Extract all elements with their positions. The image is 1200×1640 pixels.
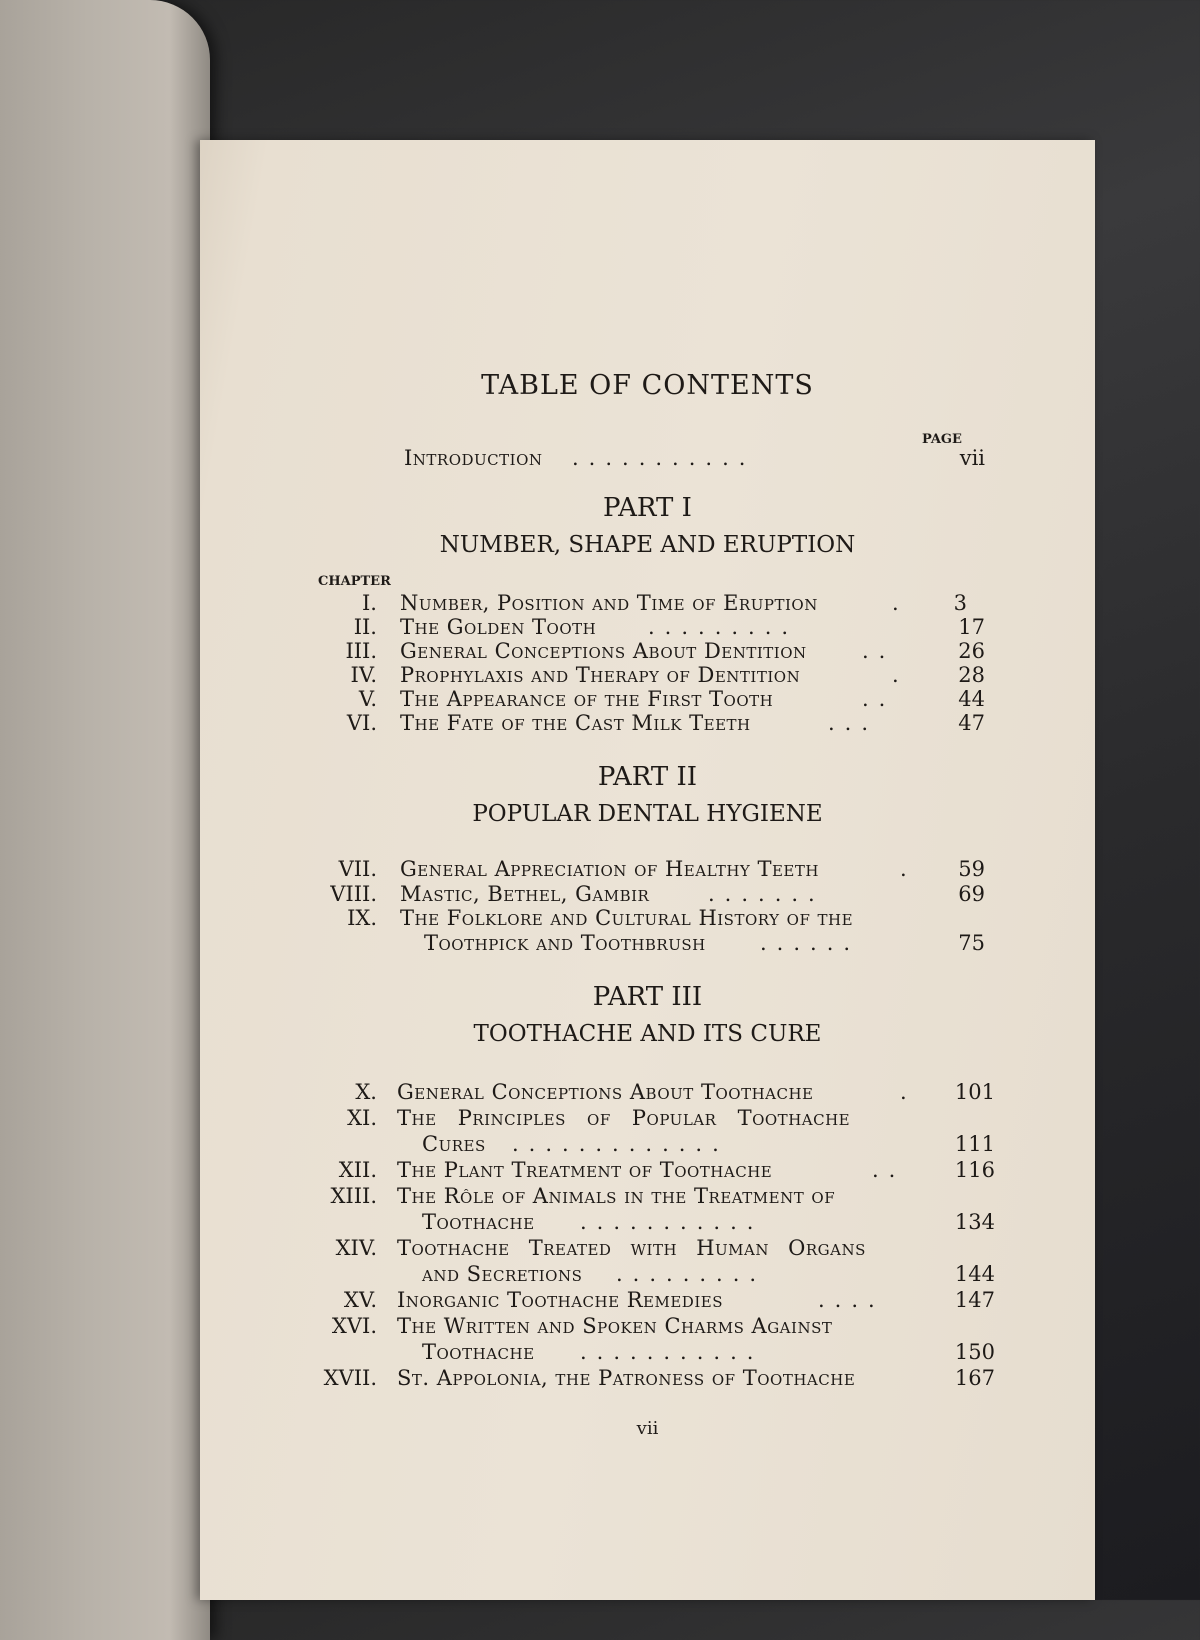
entry-page: 44: [958, 687, 985, 711]
toc-entry: [200, 1106, 1095, 1132]
entry-page: 3: [953, 591, 967, 615]
entry-number: II.: [353, 615, 377, 639]
toc-entry-introduction: [200, 446, 1095, 472]
part-heading: PART III: [592, 982, 703, 1012]
entry-page: 59: [958, 857, 985, 881]
entry-title: General Conceptions About Toothache: [397, 1080, 814, 1104]
entry-page: 150: [954, 1340, 995, 1364]
dot-leader: .: [900, 857, 917, 881]
toc-entry: [200, 1080, 1095, 1106]
entry-title: The Appearance of the First Tooth: [400, 687, 774, 711]
entry-page: 134: [954, 1210, 995, 1234]
toc-entry: [200, 857, 1095, 883]
entry-title: Introduction: [404, 446, 543, 470]
entry-page: 17: [958, 615, 985, 639]
dot-leader: ..: [872, 1158, 906, 1182]
entry-number: XIV.: [335, 1236, 377, 1260]
entry-title: Prophylaxis and Therapy of Dentition: [400, 663, 801, 687]
part-subtitle: NUMBER, SHAPE AND ERUPTION: [439, 532, 856, 558]
dot-leader: ..: [862, 639, 896, 663]
page-column-header: PAGE: [922, 432, 962, 447]
dot-leader: .: [892, 591, 909, 615]
entry-number: X.: [355, 1080, 377, 1104]
entry-title: The Rôle of Animals in the Treatment of: [397, 1184, 836, 1208]
entry-number: III.: [345, 639, 377, 663]
toc-entry: [200, 1288, 1095, 1314]
toc-entry: [200, 882, 1095, 908]
entry-page: 147: [954, 1288, 995, 1312]
entry-page: vii: [959, 446, 985, 470]
toc-entry: [200, 591, 1095, 617]
toc-entry: [200, 663, 1095, 689]
entry-number: VII.: [338, 857, 377, 881]
toc-entry: [200, 711, 1095, 737]
entry-number: VIII.: [330, 882, 377, 906]
toc-entry: [200, 1236, 1095, 1262]
entry-title: St. Appolonia, the Patroness of Toothache: [397, 1366, 856, 1390]
entry-title: The Principles of Popular Toothache: [397, 1106, 851, 1130]
entry-title: The Golden Tooth: [400, 615, 597, 639]
entry-title: Number, Position and Time of Eruption: [400, 591, 818, 615]
toc-entry: [200, 615, 1095, 641]
entry-title: The Folklore and Cultural History of the: [400, 906, 854, 930]
entry-page: 69: [958, 882, 985, 906]
chapter-column-header: CHAPTER: [318, 574, 391, 589]
toc-entry: [200, 639, 1095, 665]
toc-entry: [200, 1366, 1095, 1392]
entry-number: XVII.: [323, 1366, 377, 1390]
entry-number: IV.: [350, 663, 377, 687]
toc-entry-continued: [200, 1262, 1095, 1288]
toc-entry: [200, 687, 1095, 713]
entry-page: 167: [954, 1366, 995, 1390]
entry-number: I.: [362, 591, 377, 615]
dot-leader: .......: [708, 882, 825, 906]
book-page: [200, 140, 1095, 1600]
entry-page: 101: [954, 1080, 995, 1104]
entry-title: The Fate of the Cast Milk Teeth: [400, 711, 751, 735]
toc-entry: [200, 906, 1095, 932]
toc-entry-continued: [200, 1210, 1095, 1236]
entry-title: Toothache Treated with Human Organs: [397, 1236, 866, 1260]
toc-entry-continued: [200, 1340, 1095, 1366]
entry-number: XII.: [338, 1158, 377, 1182]
entry-title-continued: Cures: [422, 1132, 486, 1156]
entry-number: XVI.: [331, 1314, 377, 1338]
toc-entry: [200, 1314, 1095, 1340]
entry-number: XI.: [347, 1106, 377, 1130]
entry-title-continued: Toothache: [422, 1210, 535, 1234]
entry-number: V.: [358, 687, 377, 711]
page-title: TABLE OF CONTENTS: [481, 370, 814, 401]
toc-entry-continued: [200, 1132, 1095, 1158]
toc-entry-continued: [200, 931, 1095, 957]
entry-title: Inorganic Toothache Remedies: [397, 1288, 723, 1312]
entry-title: The Written and Spoken Charms Against: [397, 1314, 833, 1338]
entry-title: The Plant Treatment of Toothache: [397, 1158, 773, 1182]
dot-leader: ..: [862, 687, 896, 711]
part-subtitle: TOOTHACHE AND ITS CURE: [473, 1021, 822, 1047]
entry-page: 75: [958, 931, 985, 955]
dot-leader: .: [900, 1080, 917, 1104]
entry-number: XV.: [343, 1288, 377, 1312]
dot-leader: ...........: [580, 1340, 764, 1364]
entry-number: IX.: [347, 906, 377, 930]
entry-title-continued: and Secretions: [422, 1262, 583, 1286]
dot-leader: .........: [648, 615, 799, 639]
entry-page: 26: [958, 639, 985, 663]
entry-page: 144: [954, 1262, 995, 1286]
dot-leader: ...........: [580, 1210, 764, 1234]
entry-page: 47: [958, 711, 985, 735]
entry-page: 111: [954, 1132, 995, 1156]
entry-title: General Conceptions About Dentition: [400, 639, 807, 663]
dot-leader: ....: [818, 1288, 885, 1312]
entry-title-continued: Toothpick and Toothbrush: [424, 931, 706, 955]
entry-number: XIII.: [330, 1184, 377, 1208]
dot-leader: ......: [760, 931, 861, 955]
entry-page: 28: [958, 663, 985, 687]
page-number: vii: [636, 1418, 659, 1439]
dot-leader: .............: [512, 1132, 729, 1156]
entry-number: VI.: [346, 711, 377, 735]
dot-leader: ...: [828, 711, 879, 735]
facing-page: [0, 0, 210, 1640]
part-heading: PART I: [603, 493, 692, 523]
dot-leader: ...........: [572, 446, 756, 470]
toc-entry: [200, 1184, 1095, 1210]
dot-leader: .........: [616, 1262, 767, 1286]
entry-title-continued: Toothache: [422, 1340, 535, 1364]
dot-leader: .: [892, 663, 909, 687]
entry-page: 116: [954, 1158, 995, 1182]
toc-entry: [200, 1158, 1095, 1184]
part-heading: PART II: [597, 762, 698, 792]
entry-title: General Appreciation of Healthy Teeth: [400, 857, 819, 881]
part-subtitle: POPULAR DENTAL HYGIENE: [472, 801, 823, 827]
entry-title: Mastic, Bethel, Gambir: [400, 882, 650, 906]
